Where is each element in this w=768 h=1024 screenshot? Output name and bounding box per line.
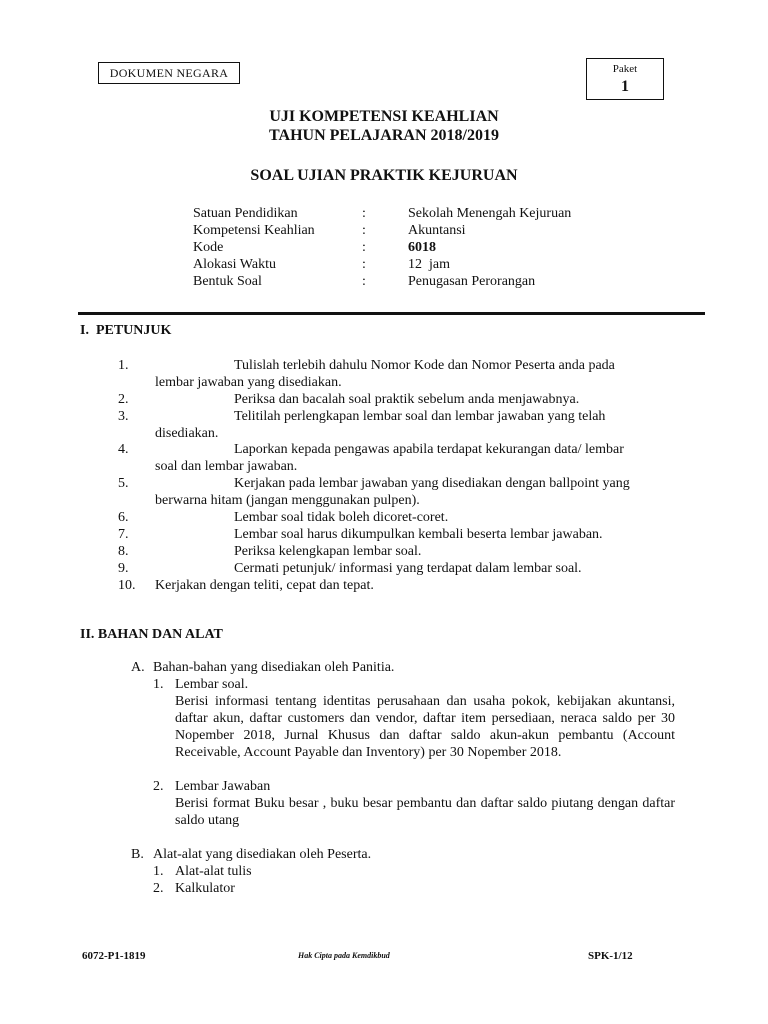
list-item-number: 9. [118,561,129,576]
list-item [0,560,768,577]
footer-page: SPK-1/12 [588,950,633,962]
list-item [0,441,768,475]
list-item [0,577,768,594]
subsection-a-title: Bahan-bahan yang disediakan oleh Panitia. [153,660,395,675]
list-item-text: Lembar soal tidak boleh dicoret-coret. [234,510,449,525]
list-item-text: Telitilah perlengkapan lembar soal dan lembar jawaban yang telah [234,409,606,424]
info-row [0,273,768,290]
item-b2-number: 2. [153,881,164,896]
info-sep: : [362,257,366,272]
title-line-3: SOAL UJIAN PRAKTIK KEJURUAN [250,167,518,184]
list-item-number: 6. [118,510,129,525]
item-a2-body: Berisi format Buku besar , buku besar pembantu dan daftar saldo piutang dengan daftar saldo utang [175,796,675,828]
title-line-1: UJI KOMPETENSI KEAHLIAN [269,108,499,125]
list-item-text-continued: disediakan. [155,426,219,441]
list-item [0,357,768,391]
list-item [0,391,768,408]
list-item-text: Periksa kelengkapan lembar soal. [234,544,422,559]
info-row [0,256,768,273]
list-item-text: Tulislah terlebih dahulu Nomor Kode dan Nomor Peserta anda pada [234,358,615,373]
section-petunjuk-title: I. PETUNJUK [80,323,172,338]
divider-rule [78,312,705,315]
info-label: Alokasi Waktu [193,257,276,272]
info-label: Satuan Pendidikan [193,206,298,221]
paket-box [586,58,664,100]
section-bahan-alat-title: II. BAHAN DAN ALAT [80,627,223,642]
subsection-b-label: B. [131,847,144,862]
title-line-2: TAHUN PELAJARAN 2018/2019 [269,127,499,144]
item-a2-title: Lembar Jawaban [175,779,271,794]
list-item-number: 1. [118,358,129,373]
item-a2-number: 2. [153,779,164,794]
list-item-number: 7. [118,527,129,542]
subsection-a-label: A. [131,660,145,675]
list-item [0,526,768,543]
list-item-number: 8. [118,544,129,559]
item-b1-text: Alat-alat tulis [175,864,252,879]
info-label: Kompetensi Keahlian [193,223,315,238]
list-item-number: 2. [118,392,129,407]
list-item-text: Kerjakan dengan teliti, cepat dan tepat. [155,578,374,593]
doc-label: DOKUMEN NEGARA [109,66,229,80]
info-row [0,205,768,222]
info-label: Bentuk Soal [193,274,262,289]
info-row [0,222,768,239]
list-item-text: Periksa dan bacalah soal praktik sebelum anda menjawabnya. [234,392,580,407]
info-row [0,239,768,256]
paket-number: 1 [621,78,629,95]
list-item [0,475,768,509]
list-item-text-continued: berwarna hitam (jangan menggunakan pulpen). [155,493,420,508]
list-item-number: 4. [118,442,129,457]
list-item-text: Kerjakan pada lembar jawaban yang disediakan dengan ballpoint yang [234,476,630,491]
list-item-number: 5. [118,476,129,491]
list-item-text-continued: lembar jawaban yang disediakan. [155,375,342,390]
info-sep: : [362,223,366,238]
list-item-text: Lembar soal harus dikumpulkan kembali beserta lembar jawaban. [234,527,603,542]
footer-code: 6072-P1-1819 [82,950,146,962]
info-value: 6018 [408,240,436,255]
info-value: Penugasan Perorangan [408,274,536,289]
list-item-number: 10. [118,578,136,593]
list-item [0,408,768,442]
item-b2-text: Kalkulator [175,881,235,896]
item-b1-number: 1. [153,864,164,879]
item-a1-body: Berisi informasi tentang identitas perusahaan dan usaha pokok, kebijakan akuntansi, daftar akun, daftar customers dan vendor, daftar item persediaan, neraca saldo per 30 Nopember 2018, Jurnal Khusus dan daftar saldo akun-akun pembantu (Account Receivable, Account Payable dan Inventory) per 30 Nopember 2018. [175,694,675,760]
item-a1-number: 1. [153,677,164,692]
list-item [0,509,768,526]
doc-label-box [98,62,240,84]
info-value: Akuntansi [408,223,466,238]
item-a1-title: Lembar soal. [175,677,249,692]
list-item-number: 3. [118,409,129,424]
paket-label: Paket [612,63,638,75]
list-item-text: Laporkan kepada pengawas apabila terdapat kekurangan data/ lembar [234,442,624,457]
info-label: Kode [193,240,224,255]
info-sep: : [362,206,366,221]
list-item [0,543,768,560]
info-value: Sekolah Menengah Kejuruan [408,206,572,221]
list-item-text: Cermati petunjuk/ informasi yang terdapat dalam lembar soal. [234,561,582,576]
info-sep: : [362,274,366,289]
info-sep: : [362,240,366,255]
footer-copyright: Hak Cipta pada Kemdikbud [298,951,390,960]
subsection-b-title: Alat-alat yang disediakan oleh Peserta. [153,847,372,862]
list-item-text-continued: soal dan lembar jawaban. [155,459,298,474]
info-value: 12 jam [408,257,450,272]
